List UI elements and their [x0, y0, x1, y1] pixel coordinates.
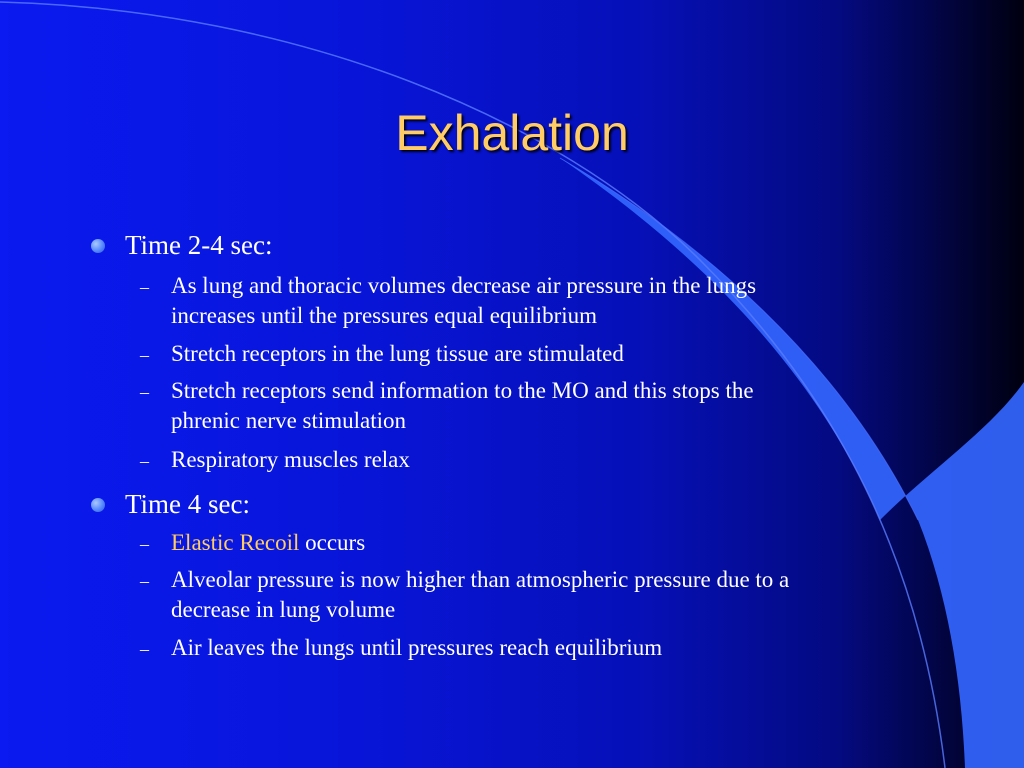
list-item-line: Stretch receptors in the lung tissue are stimulated: [171, 341, 624, 366]
dash-marker: –: [140, 277, 149, 297]
slide-title: Exhalation: [395, 105, 629, 161]
dash-marker: –: [140, 534, 149, 554]
round-bullet-icon: [91, 239, 105, 253]
list-item-line: increases until the pressures equal equilibrium: [171, 303, 598, 328]
list-item-text: occurs: [299, 530, 366, 555]
list-item-line: Air leaves the lungs until pressures reach equilibrium: [171, 635, 663, 660]
dash-marker: –: [140, 571, 149, 591]
list-item-line: Respiratory muscles relax: [171, 447, 410, 472]
list-item-line: As lung and thoracic volumes decrease air pressure in the lungs: [171, 273, 757, 298]
dash-marker: –: [140, 382, 149, 402]
section-heading: Time 4 sec:: [125, 489, 251, 519]
dash-marker: –: [140, 451, 149, 471]
highlighted-term: Elastic Recoil: [171, 530, 300, 555]
list-item-line: decrease in lung volume: [171, 597, 396, 622]
section-heading: Time 2-4 sec:: [125, 230, 273, 260]
dash-marker: –: [140, 639, 149, 659]
list-item-line: [171, 528, 951, 558]
list-item-line: Stretch receptors send information to the MO and this stops the: [171, 378, 754, 403]
round-bullet-icon: [91, 498, 105, 512]
list-item-line: phrenic nerve stimulation: [171, 408, 407, 433]
dash-marker: –: [140, 345, 149, 365]
list-item-line: Alveolar pressure is now higher than atmospheric pressure due to a: [171, 567, 790, 592]
